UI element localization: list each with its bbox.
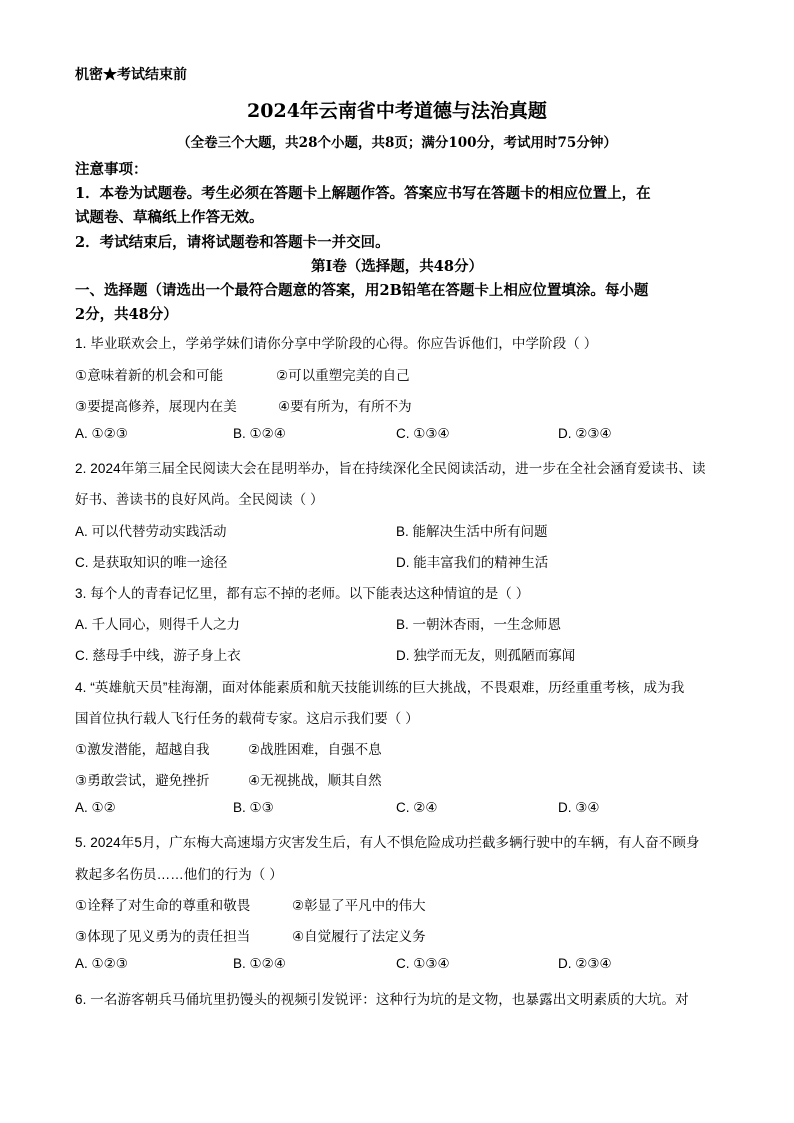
question-2-option-c: C. 是获取知识的唯一途径 [75, 555, 228, 570]
question-1-statement-4: ④要有所为，有所不为 [278, 399, 412, 414]
question-4-option-b: B. ①③ [233, 800, 274, 815]
question-1-statement-1: ①意味着新的机会和可能 [75, 368, 224, 383]
section-1-heading-line-2: 2分，共48分） [75, 306, 178, 323]
question-4-statement-2: ②战胜困难，自强不息 [248, 742, 382, 757]
question-3-option-c: C. 慈母手中线，游子身上衣 [75, 648, 241, 663]
question-5-option-b: B. ①②④ [233, 956, 286, 971]
question-1-option-b: B. ①②④ [233, 426, 286, 441]
question-5-statement-2: ②彰显了平凡中的伟大 [292, 898, 426, 913]
question-5-option-c: C. ①③④ [396, 956, 450, 971]
question-5-statement-3: ③体现了见义勇为的责任担当 [75, 929, 251, 944]
question-3-option-d: D. 独学而无友，则孤陋而寡闻 [396, 648, 576, 663]
question-2-option-a: A. 可以代替劳动实践活动 [75, 524, 227, 539]
question-4-option-a: A. ①② [75, 800, 116, 815]
question-6-stem-line-1: 6. 一名游客朝兵马俑坑里扔馒头的视频引发锐评：这种行为坑的是文物，也暴露出文明素质的大坑。对 [75, 992, 689, 1007]
question-4-option-c: C. ②④ [396, 800, 438, 815]
question-2-stem-line-2: 好书、善读书的良好风尚。全民阅读（ ） [75, 492, 324, 507]
question-4-statement-1: ①激发潜能，超越自我 [75, 742, 210, 757]
question-1-option-d: D. ②③④ [558, 426, 612, 441]
question-1-option-c: C. ①③④ [396, 426, 450, 441]
page-title: 2024年云南省中考道德与法治真题 [247, 100, 547, 122]
question-4-option-d: D. ③④ [558, 800, 600, 815]
notice-item-2: 2．考试结束后，请将试题卷和答题卡一并交回。 [75, 234, 390, 251]
question-3-option-a: A. 千人同心，则得千人之力 [75, 617, 241, 632]
question-5-stem-line-1: 5. 2024年5月，广东梅大高速塌方灾害发生后，有人不惧危险成功拦截多辆行驶中的车辆，有人奋不顾身 [75, 835, 700, 850]
question-5-statement-1: ①诠释了对生命的尊重和敬畏 [75, 898, 251, 913]
question-3-option-b: B. 一朝沐杏雨，一生念师恩 [396, 617, 562, 632]
question-5-option-a: A. ①②③ [75, 956, 128, 971]
question-4-statement-3: ③勇敢尝试，避免挫折 [75, 773, 210, 788]
question-5-stem-line-2: 救起多名伤员……他们的行为（ ） [75, 867, 283, 882]
confidential-label: 机密★考试结束前 [75, 67, 187, 83]
notice-heading: 注意事项： [75, 161, 148, 178]
question-4-statement-4: ④无视挑战，顺其自然 [248, 773, 382, 788]
question-1-stem: 1. 毕业联欢会上，学弟学妹们请你分享中学阶段的心得。你应告诉他们，中学阶段（ ） [75, 336, 598, 351]
part-1-heading: 第Ⅰ卷（选择题，共48分） [311, 258, 483, 275]
question-4-stem-line-1: 4. “英雄航天员”桂海潮，面对体能素质和航天技能训练的巨大挑战，不畏艰难，历经重重考核，成为我 [75, 680, 685, 695]
notice-item-1-line-1: 1．本卷为试题卷。考生必须在答题卡上解题作答。答案应书写在答题卡的相应位置上，在 [75, 185, 651, 202]
page-subtitle: （全卷三个大题，共28个小题，共8页；满分100分，考试用时75分钟） [177, 135, 617, 151]
notice-item-1-line-2: 试题卷、草稿纸上作答无效。 [75, 209, 264, 226]
question-2-option-b: B. 能解决生活中所有问题 [396, 524, 548, 539]
question-1-statement-3: ③要提高修养，展现内在美 [75, 399, 237, 414]
question-3-stem: 3. 每个人的青春记忆里，都有忘不掉的老师。以下能表达这种情谊的是（ ） [75, 586, 530, 601]
section-1-heading-line-1: 一、选择题（请选出一个最符合题意的答案，用2B铅笔在答题卡上相应位置填涂。每小题 [75, 282, 649, 299]
question-1-option-a: A. ①②③ [75, 426, 128, 441]
question-1-statement-2: ②可以重塑完美的自己 [276, 368, 410, 383]
question-5-option-d: D. ②③④ [558, 956, 612, 971]
question-4-stem-line-2: 国首位执行载人飞行任务的载荷专家。这启示我们要（ ） [75, 711, 419, 726]
question-2-stem-line-1: 2. 2024年第三届全民阅读大会在昆明举办，旨在持续深化全民阅读活动，进一步在全社会涵育爱读书、读 [75, 461, 706, 476]
question-5-statement-4: ④自觉履行了法定义务 [292, 929, 426, 944]
question-2-option-d: D. 能丰富我们的精神生活 [396, 555, 549, 570]
